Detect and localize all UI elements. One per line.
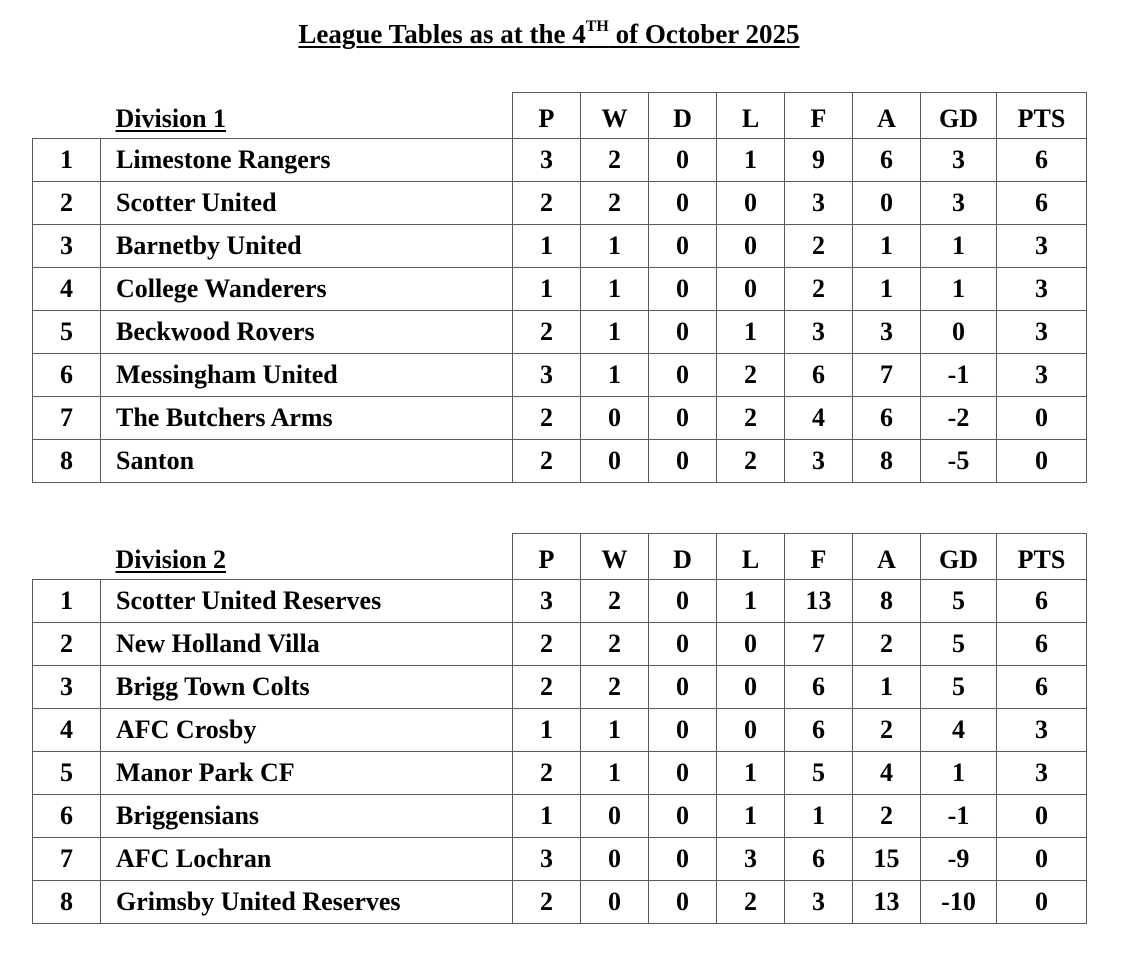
header-blank-cell [33,93,101,139]
drawn-cell: 0 [649,838,717,881]
page-title-text [298,19,799,49]
table-row [33,225,1087,268]
lost-cell: 0 [717,225,785,268]
goal-difference-cell: -10 [921,881,997,924]
table-row [33,881,1087,924]
team-name-cell: Briggensians [101,795,513,838]
team-name-cell: College Wanderers [101,268,513,311]
position-cell: 6 [33,354,101,397]
goals-for-cell: 6 [785,838,853,881]
goals-for-cell: 3 [785,311,853,354]
table-row [33,752,1087,795]
position-cell: 4 [33,268,101,311]
goals-for-cell: 3 [785,440,853,483]
goals-for-cell: 6 [785,666,853,709]
goals-against-cell: 15 [853,838,921,881]
table-row [33,268,1087,311]
won-cell: 2 [581,182,649,225]
drawn-cell: 0 [649,397,717,440]
goal-difference-cell: 1 [921,268,997,311]
goals-against-cell: 6 [853,139,921,182]
column-header-gd: GD [921,534,997,580]
goal-difference-cell: -2 [921,397,997,440]
goal-difference-cell: -5 [921,440,997,483]
goal-difference-cell: 5 [921,623,997,666]
column-header-p: P [513,93,581,139]
points-cell: 3 [997,268,1087,311]
drawn-cell: 0 [649,752,717,795]
played-cell: 2 [513,666,581,709]
goals-against-cell: 13 [853,881,921,924]
won-cell: 1 [581,709,649,752]
drawn-cell: 0 [649,881,717,924]
won-cell: 1 [581,225,649,268]
team-name-cell: The Butchers Arms [101,397,513,440]
division-name: Division 2 [115,545,227,574]
team-name-cell: Scotter United [101,182,513,225]
goal-difference-cell: -1 [921,795,997,838]
won-cell: 2 [581,139,649,182]
team-name-cell: AFC Lochran [101,838,513,881]
column-header-gd: GD [921,93,997,139]
goals-for-cell: 4 [785,397,853,440]
table-row [33,838,1087,881]
drawn-cell: 0 [649,225,717,268]
goals-against-cell: 4 [853,752,921,795]
team-name-cell: Santon [101,440,513,483]
position-cell: 5 [33,311,101,354]
won-cell: 0 [581,440,649,483]
played-cell: 2 [513,397,581,440]
played-cell: 3 [513,354,581,397]
drawn-cell: 0 [649,440,717,483]
goals-against-cell: 7 [853,354,921,397]
goals-against-cell: 1 [853,268,921,311]
column-header-w: W [581,534,649,580]
column-header-l: L [717,93,785,139]
played-cell: 3 [513,838,581,881]
goals-for-cell: 13 [785,580,853,623]
column-header-d: D [649,93,717,139]
played-cell: 1 [513,268,581,311]
goals-against-cell: 3 [853,311,921,354]
points-cell: 0 [997,440,1087,483]
goals-for-cell: 2 [785,225,853,268]
team-name-cell: Messingham United [101,354,513,397]
lost-cell: 1 [717,139,785,182]
position-cell: 6 [33,795,101,838]
drawn-cell: 0 [649,182,717,225]
team-name-cell: Grimsby United Reserves [101,881,513,924]
lost-cell: 1 [717,795,785,838]
goals-against-cell: 1 [853,666,921,709]
division-name: Division 1 [115,104,227,133]
lost-cell: 2 [717,881,785,924]
page-title [0,14,1098,54]
played-cell: 2 [513,623,581,666]
table-row [33,666,1087,709]
points-cell: 3 [997,354,1087,397]
table-header-row [33,534,1087,580]
points-cell: 0 [997,795,1087,838]
drawn-cell: 0 [649,139,717,182]
team-name-cell: Barnetby United [101,225,513,268]
goal-difference-cell: 3 [921,182,997,225]
position-cell: 1 [33,139,101,182]
table-row [33,354,1087,397]
played-cell: 2 [513,752,581,795]
goal-difference-cell: 1 [921,225,997,268]
played-cell: 2 [513,182,581,225]
won-cell: 0 [581,881,649,924]
goals-against-cell: 6 [853,397,921,440]
drawn-cell: 0 [649,623,717,666]
drawn-cell: 0 [649,580,717,623]
drawn-cell: 0 [649,354,717,397]
title-suffix: of October 2025 [608,19,800,49]
points-cell: 6 [997,580,1087,623]
table-header-row [33,93,1087,139]
played-cell: 2 [513,440,581,483]
team-name-cell: New Holland Villa [101,623,513,666]
lost-cell: 1 [717,580,785,623]
drawn-cell: 0 [649,268,717,311]
table-row [33,623,1087,666]
points-cell: 3 [997,709,1087,752]
goals-for-cell: 3 [785,182,853,225]
drawn-cell: 0 [649,795,717,838]
points-cell: 6 [997,139,1087,182]
goal-difference-cell: 3 [921,139,997,182]
played-cell: 3 [513,580,581,623]
table-row [33,311,1087,354]
column-header-p: P [513,534,581,580]
points-cell: 0 [997,397,1087,440]
lost-cell: 0 [717,182,785,225]
team-name-cell: Brigg Town Colts [101,666,513,709]
goals-against-cell: 2 [853,623,921,666]
position-cell: 8 [33,881,101,924]
goals-against-cell: 2 [853,709,921,752]
position-cell: 3 [33,225,101,268]
drawn-cell: 0 [649,311,717,354]
division-1-table [32,92,1087,483]
table-row [33,580,1087,623]
column-header-a: A [853,93,921,139]
division-2-table [32,533,1087,924]
lost-cell: 2 [717,397,785,440]
goals-for-cell: 3 [785,881,853,924]
table-row [33,795,1087,838]
column-header-l: L [717,534,785,580]
goals-against-cell: 8 [853,580,921,623]
played-cell: 1 [513,795,581,838]
lost-cell: 0 [717,268,785,311]
points-cell: 6 [997,623,1087,666]
goals-against-cell: 1 [853,225,921,268]
team-name-cell: Scotter United Reserves [101,580,513,623]
won-cell: 2 [581,580,649,623]
lost-cell: 1 [717,311,785,354]
played-cell: 3 [513,139,581,182]
goal-difference-cell: 4 [921,709,997,752]
table-row [33,139,1087,182]
played-cell: 2 [513,311,581,354]
column-header-f: F [785,93,853,139]
won-cell: 1 [581,268,649,311]
played-cell: 1 [513,709,581,752]
team-name-cell: Beckwood Rovers [101,311,513,354]
goal-difference-cell: 0 [921,311,997,354]
column-header-d: D [649,534,717,580]
table-row [33,397,1087,440]
column-header-pts: PTS [997,534,1087,580]
position-cell: 5 [33,752,101,795]
goal-difference-cell: 5 [921,666,997,709]
drawn-cell: 0 [649,709,717,752]
points-cell: 0 [997,838,1087,881]
position-cell: 2 [33,623,101,666]
lost-cell: 0 [717,666,785,709]
column-header-a: A [853,534,921,580]
won-cell: 1 [581,354,649,397]
goals-for-cell: 2 [785,268,853,311]
won-cell: 0 [581,397,649,440]
goals-for-cell: 5 [785,752,853,795]
points-cell: 3 [997,752,1087,795]
goals-against-cell: 8 [853,440,921,483]
goal-difference-cell: 1 [921,752,997,795]
goal-difference-cell: -1 [921,354,997,397]
points-cell: 3 [997,311,1087,354]
lost-cell: 0 [717,623,785,666]
lost-cell: 3 [717,838,785,881]
column-header-pts: PTS [997,93,1087,139]
lost-cell: 2 [717,440,785,483]
header-blank-cell [33,534,101,580]
goal-difference-cell: 5 [921,580,997,623]
position-cell: 3 [33,666,101,709]
won-cell: 0 [581,795,649,838]
column-header-w: W [581,93,649,139]
points-cell: 6 [997,666,1087,709]
won-cell: 2 [581,623,649,666]
goals-for-cell: 6 [785,709,853,752]
title-superscript: TH [585,18,609,35]
goal-difference-cell: -9 [921,838,997,881]
position-cell: 1 [33,580,101,623]
goals-for-cell: 1 [785,795,853,838]
title-prefix: League Tables as at the 4 [298,19,586,49]
lost-cell: 1 [717,752,785,795]
table-row [33,709,1087,752]
column-header-f: F [785,534,853,580]
team-name-cell: Limestone Rangers [101,139,513,182]
goals-for-cell: 6 [785,354,853,397]
points-cell: 0 [997,881,1087,924]
won-cell: 2 [581,666,649,709]
lost-cell: 2 [717,354,785,397]
table-row [33,182,1087,225]
goals-against-cell: 0 [853,182,921,225]
goals-against-cell: 2 [853,795,921,838]
team-name-cell: Manor Park CF [101,752,513,795]
won-cell: 0 [581,838,649,881]
won-cell: 1 [581,311,649,354]
position-cell: 4 [33,709,101,752]
team-name-cell: AFC Crosby [101,709,513,752]
lost-cell: 0 [717,709,785,752]
position-cell: 7 [33,397,101,440]
points-cell: 3 [997,225,1087,268]
table-row [33,440,1087,483]
played-cell: 2 [513,881,581,924]
position-cell: 7 [33,838,101,881]
goals-for-cell: 7 [785,623,853,666]
points-cell: 6 [997,182,1087,225]
position-cell: 2 [33,182,101,225]
won-cell: 1 [581,752,649,795]
drawn-cell: 0 [649,666,717,709]
played-cell: 1 [513,225,581,268]
goals-for-cell: 9 [785,139,853,182]
position-cell: 8 [33,440,101,483]
